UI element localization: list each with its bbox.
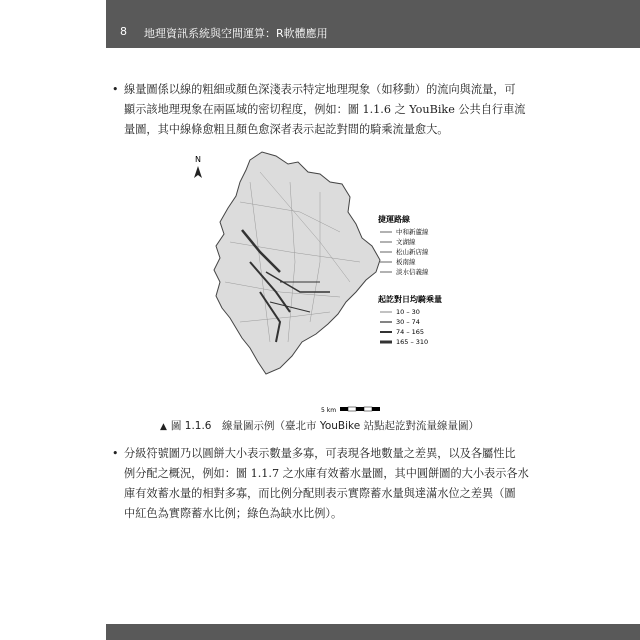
figure-caption <box>160 418 479 433</box>
legend-title-flow: 起訖對日均騎乘量 <box>378 295 442 304</box>
legend-mrt-item: 松山新店線 <box>396 248 429 256</box>
legend-flow-item: 165 – 310 <box>396 338 429 346</box>
legend-flow-item: 10 – 30 <box>396 308 420 316</box>
paragraph-line: 中紅色為實際蓄水比例；綠色為缺水比例）。 <box>124 507 343 520</box>
legend-flow-item: 74 – 165 <box>396 328 425 336</box>
taipei-flow-map <box>180 142 480 422</box>
paragraph-line: 庫有效蓄水量的相對多寡，而比例分配則表示實際蓄水量與達滿水位之差異（圖 <box>124 487 516 500</box>
paragraph-line: 顯示該地理現象在兩區域的密切程度，例如：圖 1.1.6 之 YouBike 公共自行車流 <box>124 103 526 116</box>
page-footer-bar <box>106 624 640 640</box>
bullet: • <box>112 83 119 96</box>
legend-flow-swatches <box>380 312 392 342</box>
paragraph-line: 線量圖係以線的粗細或顏色深淺表示特定地理現象（如移動）的流向與流量，可 <box>124 83 516 96</box>
legend-mrt-item: 板南線 <box>396 258 416 266</box>
legend-title-mrt: 捷運路線 <box>378 215 410 224</box>
north-arrow-icon <box>194 166 202 178</box>
scale-bar <box>340 407 380 411</box>
paragraph-graduated-symbol <box>112 444 529 524</box>
legend-mrt-swatches <box>380 232 392 272</box>
caption-marker: ▲ <box>160 422 167 432</box>
book-title: 地理資訊系統與空間運算：R軟體應用 <box>144 27 328 40</box>
map-graphic <box>180 142 480 422</box>
legend-mrt-item: 文湖線 <box>396 238 416 246</box>
caption-text: 圖 1.1.6 線量圖示例（臺北市 YouBike 站點起訖對流量線量圖） <box>170 420 480 432</box>
legend-mrt-item: 淡水信義線 <box>396 268 429 276</box>
paragraph-line: 分級符號圖乃以圓餅大小表示數量多寡，可表現各地數量之差異，以及各屬性比 <box>124 447 516 460</box>
north-label: N <box>195 155 201 164</box>
city-boundary <box>214 152 380 374</box>
paragraph-line: 量圖，其中線條愈粗且顏色愈深者表示起訖對間的騎乘流量愈大。 <box>124 123 449 136</box>
legend-flow-item: 30 – 74 <box>396 318 420 326</box>
legend-mrt-item: 中和新蘆線 <box>396 228 429 236</box>
page-number: 8 <box>120 25 127 38</box>
paragraph-line-map <box>112 80 526 140</box>
scale-label: 5 km <box>321 407 337 414</box>
paragraph-line: 例分配之概況，例如：圖 1.1.7 之水庫有效蓄水量圖，其中圓餅圖的大小表示各水 <box>124 467 529 480</box>
bullet: • <box>112 447 119 460</box>
page-header <box>106 0 640 48</box>
